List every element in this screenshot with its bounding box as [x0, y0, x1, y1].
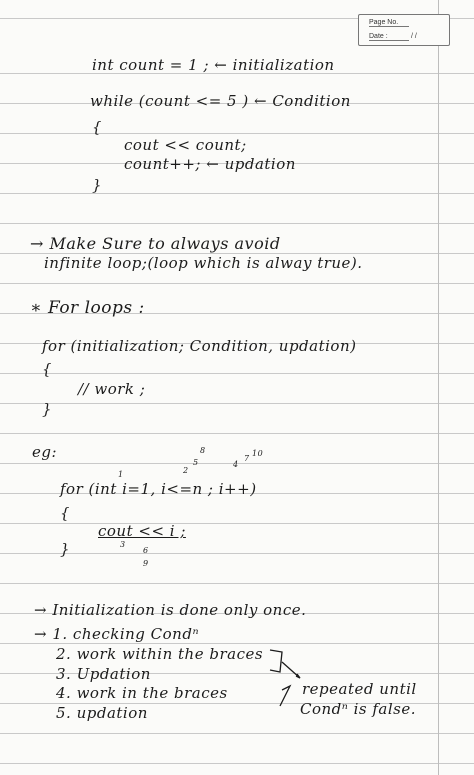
step-number-6: 6: [143, 546, 149, 555]
for-syntax-work: // work ;: [78, 380, 146, 398]
code-open-brace: {: [92, 118, 103, 136]
step-5-updation: 5. updation: [56, 704, 148, 722]
code-cout-line: cout << count;: [124, 136, 247, 154]
for-syntax-open-brace: {: [42, 360, 53, 378]
page-no-field: [369, 19, 409, 27]
step-number-10: 10: [252, 449, 264, 458]
page-no-label: Page No.: [369, 19, 409, 27]
example-open-brace: {: [60, 504, 71, 522]
example-cout-line: cout << i ;: [98, 522, 186, 540]
heading-for-loops: ∗ For loops :: [30, 298, 145, 318]
page-header-box: [358, 14, 450, 46]
for-syntax-line: for (initialization; Condition, updation): [42, 337, 357, 355]
step-1-check-condition: → 1. checking Condⁿ: [34, 625, 200, 643]
code-close-brace: }: [92, 176, 103, 194]
note-init-once: → Initialization is done only once.: [34, 601, 307, 619]
step-number-7: 7: [244, 454, 250, 463]
step-number-1: 1: [118, 470, 124, 479]
step-number-2: 2: [183, 466, 189, 475]
for-syntax-close-brace: }: [42, 400, 53, 418]
date-field: [369, 33, 417, 41]
step-2-work: 2. work within the braces: [56, 645, 264, 663]
date-label: Date :: [369, 33, 409, 41]
step-number-3: 3: [120, 540, 126, 549]
step-number-9: 9: [143, 559, 149, 568]
code-update-line: count++; ← updation: [124, 155, 296, 173]
date-value: / /: [410, 33, 417, 40]
note-repeated-until: repeated until: [302, 680, 417, 698]
example-close-brace: }: [60, 540, 71, 558]
note-infinite-loop-1: → Make Sure to always avoid: [30, 234, 281, 253]
step-3-updation: 3. Updation: [56, 665, 151, 683]
example-label: eg:: [32, 443, 58, 461]
step-number-4: 4: [233, 460, 239, 469]
code-while-line: while (count <= 5 ) ← Condition: [90, 92, 351, 110]
example-for-line: for (int i=1, i<=n ; i++): [60, 480, 257, 498]
step-4-work: 4. work in the braces: [56, 684, 228, 702]
note-infinite-loop-2: infinite loop;(loop which is alway true).: [44, 254, 363, 272]
margin-line: [438, 0, 439, 775]
note-cond-false: Condⁿ is false.: [300, 700, 417, 718]
code-init-line: int count = 1 ; ← initialization: [92, 56, 335, 74]
step-number-5: 5: [193, 458, 199, 467]
step-number-8: 8: [200, 446, 206, 455]
